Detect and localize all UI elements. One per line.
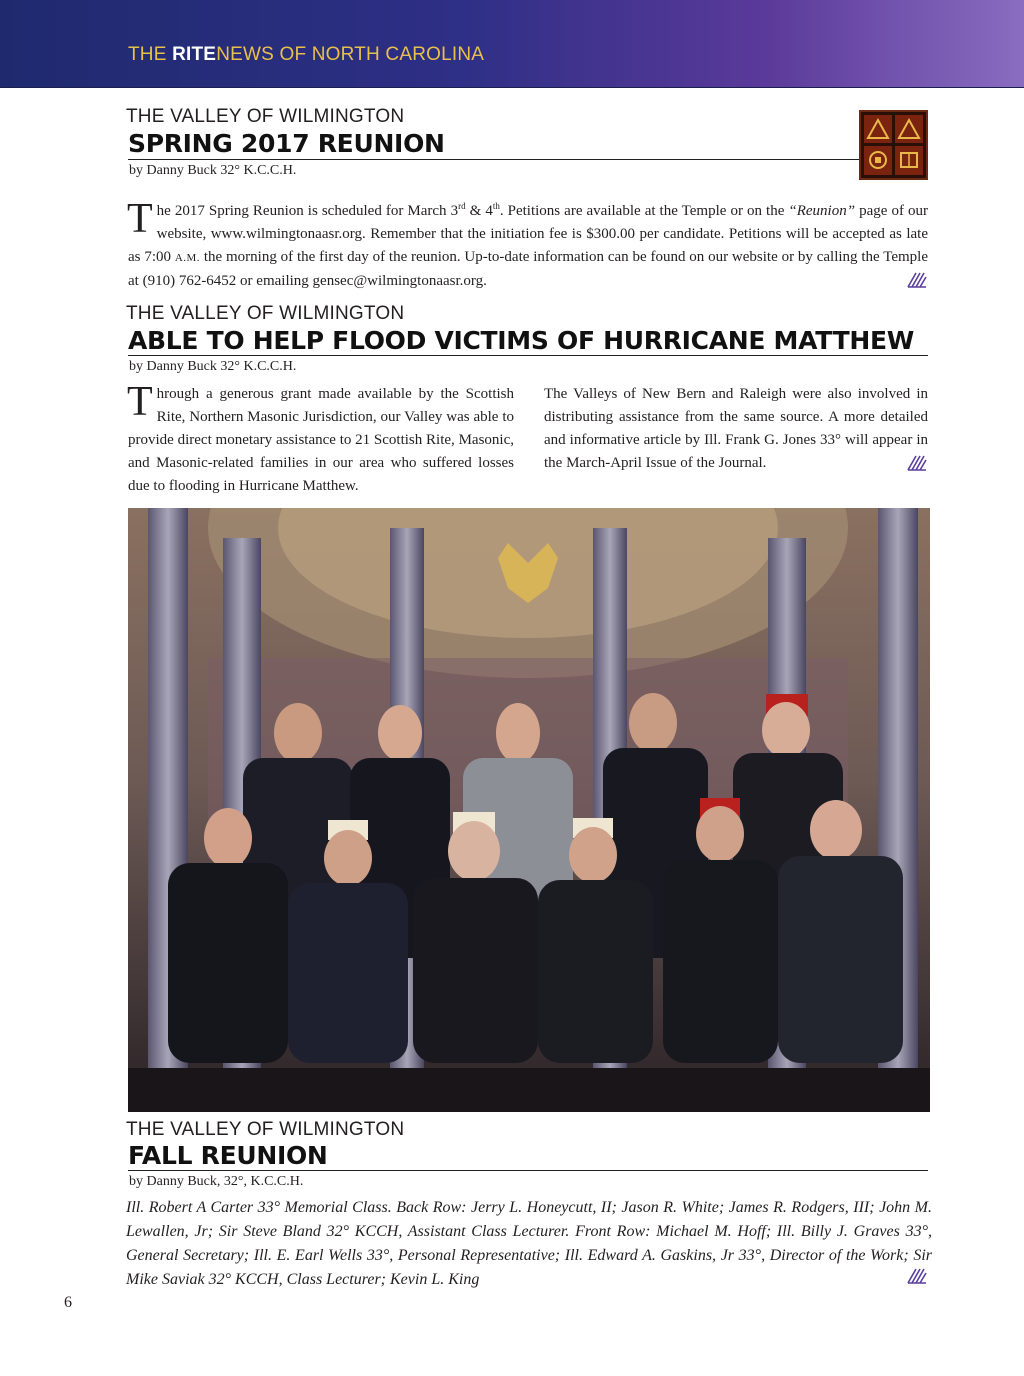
masthead-rite: RITE [172,44,217,65]
article3-rule [128,1170,928,1171]
article2-dropcap: T [127,379,153,425]
article1-text-2: & 4 [465,203,493,219]
article2-kicker: THE VALLEY OF WILMINGTON [126,303,405,324]
article1-text-3: . Petitions are available at the Temple or on the [499,203,789,219]
group-photo [128,508,930,1112]
article2-rule [128,355,928,356]
end-mark-icon [907,272,927,288]
masthead-title [128,44,484,66]
end-mark-icon [907,1268,927,1284]
article1-reunion-italic: “Reunion” [788,203,856,219]
article1-text-1: he 2017 Spring Reunion is scheduled for March 3 [156,203,459,219]
article1-byline: by Danny Buck 32° K.C.C.H. [129,163,297,178]
photo-caption: Ill. Robert A Carter 33° Memorial Class. Back Row: Jerry L. Honeycutt, II; Jason R. White; James R. Rodgers, III; John M. Lewallen, Jr; Sir Steve Bland 32° KCCH, Assistant Class Lecturer. Front Row: Michael M. Hoff; Ill. Billy J. Graves 33°, General Secretary; Ill. E. Earl Wells 33°, Personal Representative; Ill. Edward A. Gaskins, Jr 33°, Director of the Work; Sir Mike Saviak 32° KCCH, Class Lecturer; Kevin L. King [126,1199,932,1288]
article3-headline: FALL REUNION [128,1141,328,1170]
article1-body [127,196,928,293]
article3-byline: by Danny Buck, 32°, K.C.C.H. [129,1174,304,1189]
article1-am: A.M. [174,252,201,264]
article2-headline: ABLE TO HELP FLOOD VICTIMS OF HURRICANE MATTHEW [128,326,914,355]
article2-col1-text: hrough a generous grant made available by the Scottish Rite, Northern Masonic Jurisdiction, our Valley was able to provide direct monetary assistance to 21 Scottish Rite, Masonic, and Masonic-related families in our area who suffered losses due to flooding in Hurricane Matthew. [128,386,514,494]
page-number: 6 [64,1294,72,1311]
scottish-rite-emblem-icon [859,110,928,180]
sup-th: th [492,201,500,211]
article1-text-5: the morning of the first day of the reunion. Up-to-date information can be found on our website or by calling the Temple at (910) 762-6452 or emailing gensec@wilmingtonaasr.org. [128,249,928,289]
article3-kicker: THE VALLEY OF WILMINGTON [126,1119,405,1140]
article1-rule [128,159,860,160]
article1-dropcap: T [127,196,153,242]
article2-col1 [127,379,514,498]
masthead-prefix: THE [128,44,173,65]
article1-headline: SPRING 2017 REUNION [128,129,445,158]
article1-text-4: page of our website, www.wilmingtonaasr.org. Remember that the initiation fee is $300.00 per candidate. Petitions will be accepted as late as 7:00 [128,203,928,265]
article2-col2: The Valleys of New Bern and Raleigh were also involved in distributing assistance from the same source. A more detailed and informative article by Ill. Frank G. Jones 33° will appear in the March-April Issue of the Journal. [544,386,928,471]
masthead-suffix: NEWS OF NORTH CAROLINA [216,44,485,65]
article2-byline: by Danny Buck 32° K.C.C.H. [129,359,297,374]
end-mark-icon [907,455,927,471]
article1-kicker: THE VALLEY OF WILMINGTON [126,106,405,127]
sup-rd: rd [458,201,466,211]
